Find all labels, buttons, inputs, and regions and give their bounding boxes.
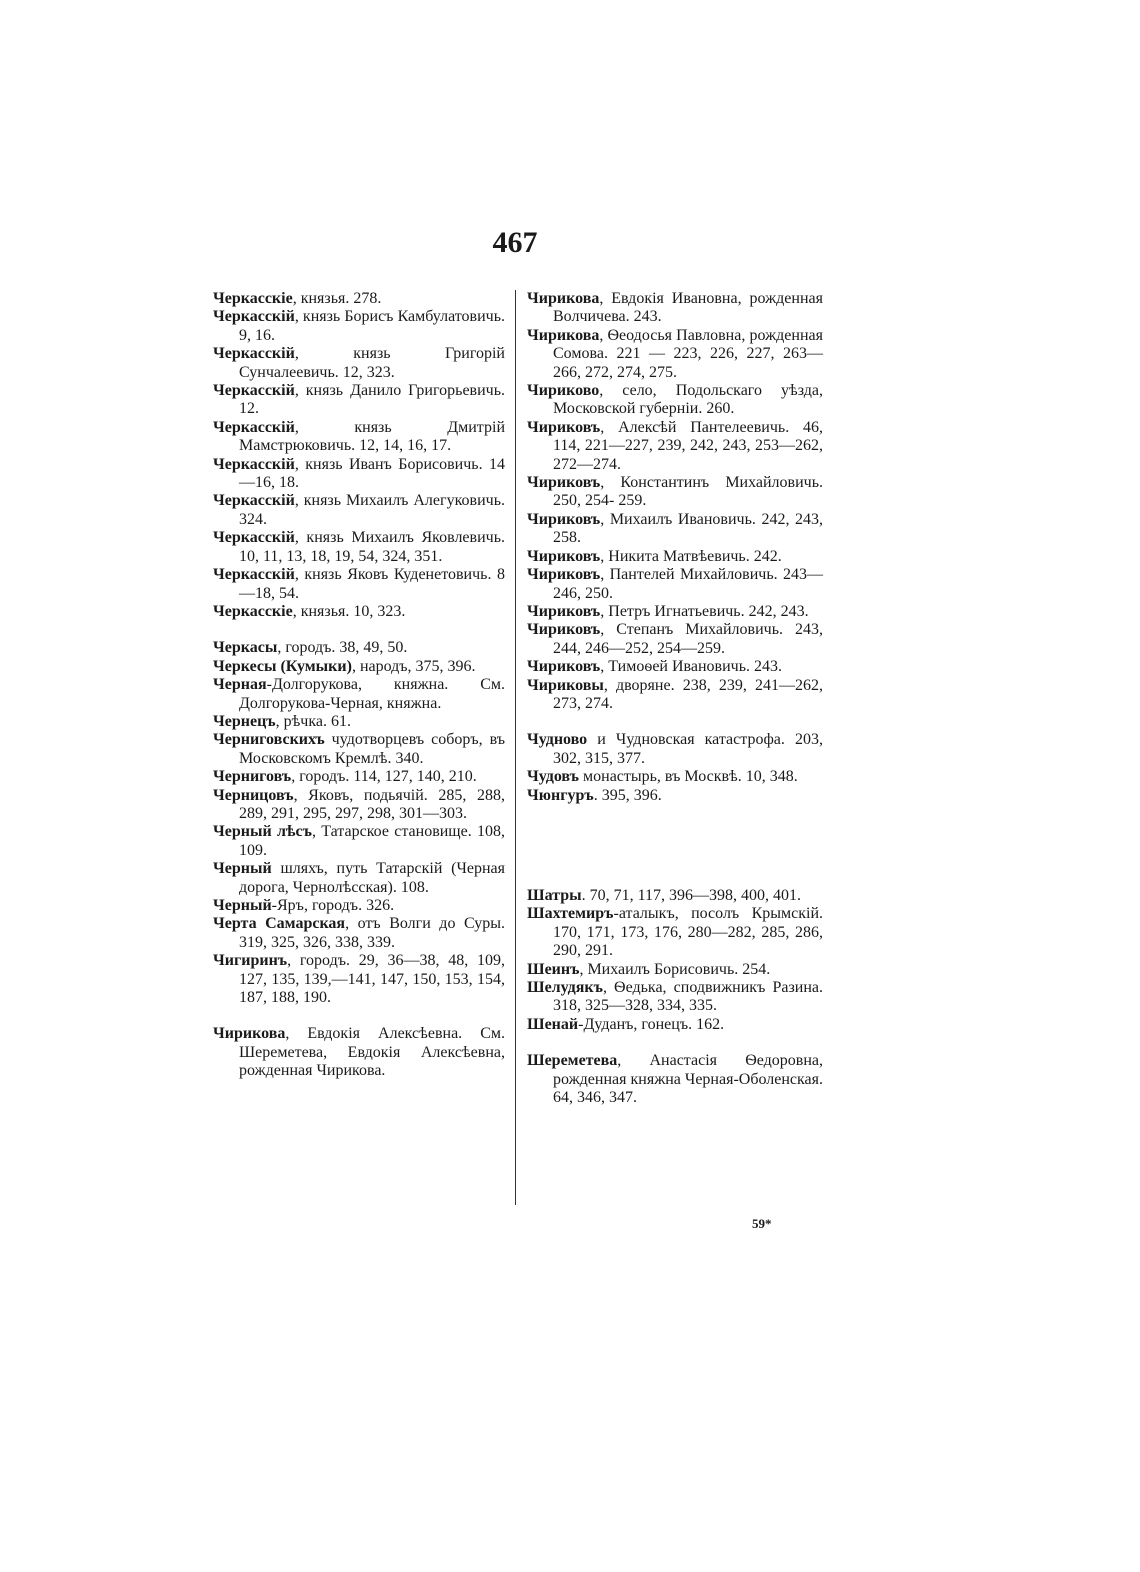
entry-headword: Черкасскій bbox=[213, 529, 295, 547]
entry-details: , городъ. 114, 127, 140, 210. bbox=[291, 768, 477, 786]
entry-headword: Чириковы bbox=[527, 676, 604, 694]
index-entry bbox=[213, 529, 505, 566]
entry-details: , Ѳеодосья Павловна, рожденная Сомова. 221 — 223, 226, 227, 263—266, 272, 274, 275. bbox=[553, 326, 823, 381]
entry-headword: Черкасы bbox=[213, 639, 278, 657]
index-entry bbox=[213, 860, 505, 897]
entry-headword: Чириковъ bbox=[527, 566, 601, 584]
entry-details: , Татарское становище. 108, 109. bbox=[239, 823, 506, 859]
index-entry bbox=[213, 566, 505, 603]
index-entry bbox=[527, 979, 823, 1016]
index-entry bbox=[527, 905, 823, 960]
entry-headword: Чириковъ bbox=[527, 418, 601, 436]
index-entry bbox=[213, 456, 505, 493]
entry-details: , князь Данило Григорьевичь. 12. bbox=[239, 382, 505, 418]
index-entry bbox=[527, 731, 823, 768]
index-entry bbox=[527, 621, 823, 658]
index-entry bbox=[527, 382, 823, 419]
entry-details: и Чудновская катастрофа. 203, 302, 315, 377. bbox=[553, 731, 823, 767]
index-entry bbox=[213, 1025, 505, 1080]
section-gap bbox=[527, 805, 823, 887]
entry-details: , Михаилъ Борисовичь. 254. bbox=[579, 960, 771, 978]
entry-details: , Тимоѳей Ивановичь. 243. bbox=[600, 658, 783, 676]
index-entry bbox=[527, 566, 823, 603]
index-entry bbox=[213, 823, 505, 860]
entry-details: , князь Дмитрій Мамстрюковичь. 12, 14, 16, 17. bbox=[239, 418, 505, 455]
entry-details: , князь Григорій Сунчалеевичь. 12, 323. bbox=[239, 345, 505, 381]
entry-details: , народъ, 375, 396. bbox=[351, 657, 476, 675]
entry-headword: Черный bbox=[213, 860, 272, 878]
entry-details: , село, Подольскаго уѣзда, Московской губерніи. 260. bbox=[553, 382, 823, 418]
index-entry bbox=[213, 492, 505, 529]
index-entry bbox=[527, 961, 823, 979]
index-entry bbox=[527, 768, 823, 786]
entry-headword: Чирикова bbox=[527, 326, 600, 344]
entry-headword: Черкасскій bbox=[213, 418, 295, 436]
entry-headword: Чигиринъ bbox=[213, 952, 288, 970]
entry-headword: Черная bbox=[213, 676, 267, 694]
index-entry bbox=[527, 327, 823, 382]
column-divider bbox=[515, 290, 516, 1205]
index-entry bbox=[527, 511, 823, 548]
entry-headword: Чириковъ bbox=[527, 621, 601, 639]
entry-details: , Никита Матвѣевичь. 242. bbox=[600, 547, 782, 565]
index-entry bbox=[527, 677, 823, 714]
entry-headword: Черкасскій bbox=[213, 566, 295, 584]
entry-details: , князь Михаилъ Яковлевичь. 10, 11, 13, 18, 19, 54, 324, 351. bbox=[239, 529, 505, 565]
entry-headword: Шенай bbox=[527, 1015, 579, 1033]
entry-headword: Чернецъ bbox=[213, 712, 276, 730]
entry-headword: Черниговскихъ bbox=[213, 731, 325, 749]
entry-details: -Яръ, городъ. 326. bbox=[271, 897, 395, 914]
entry-details: , городъ. 29, 36—38, 48, 109, 127, 135, 139,—141, 147, 150, 153, 154, 187, 188, 190. bbox=[239, 952, 505, 1007]
entry-headword: Чирикова bbox=[527, 290, 600, 307]
entry-details: , Евдокія Алексѣевна. См. Шереметева, Евдокія Алексѣевна, рожденная Чирикова. bbox=[239, 1025, 505, 1080]
entry-headword: Черкасскіе bbox=[213, 290, 293, 307]
entry-details: , Алексѣй Пантелеевичь. 46, 114, 221—227, 239, 242, 243, 253—262, 272—274. bbox=[553, 418, 823, 473]
entry-headword: Черкасскій bbox=[213, 308, 295, 326]
entry-headword: Черкасскій bbox=[213, 455, 295, 473]
entry-headword: Чюнгуръ bbox=[527, 786, 594, 804]
entry-details: чудотворцевъ соборъ, въ Московскомъ Кремлѣ. 340. bbox=[239, 731, 505, 767]
entry-headword: Черный лѣсъ bbox=[213, 823, 312, 841]
entry-headword: Черкасскій bbox=[213, 492, 295, 510]
entry-details: , князь Яковъ Куденетовичь. 8—18, 54. bbox=[239, 566, 505, 602]
index-entry bbox=[213, 676, 505, 713]
index-entry bbox=[213, 345, 505, 382]
index-entry bbox=[527, 474, 823, 511]
index-entry bbox=[527, 290, 823, 327]
entry-details: , Михаилъ Ивановичь. 242, 243, 258. bbox=[553, 510, 823, 547]
index-entry bbox=[213, 290, 505, 308]
entry-details: , Евдокія Ивановна, рожденная Волчичева. 243. bbox=[553, 290, 823, 326]
index-entry bbox=[527, 787, 823, 805]
entry-headword: Чудново bbox=[527, 731, 588, 749]
entry-headword: Черкасскіе bbox=[213, 602, 293, 620]
index-entry bbox=[213, 731, 505, 768]
entry-headword: Черниговъ bbox=[213, 768, 292, 786]
entry-headword: Чириковъ bbox=[527, 510, 601, 528]
index-entry bbox=[213, 658, 505, 676]
entry-headword: Чудовъ bbox=[527, 768, 579, 786]
entry-headword: Шеинъ bbox=[527, 960, 580, 978]
section-gap bbox=[213, 621, 505, 639]
entry-details: , Анастасія Ѳедоровна, рожденная княжна Черная-Оболенская. 64, 346, 347. bbox=[553, 1052, 823, 1107]
index-entry bbox=[527, 1016, 823, 1034]
section-gap bbox=[527, 713, 823, 731]
index-entry bbox=[213, 787, 505, 824]
index-entry bbox=[213, 713, 505, 731]
entry-headword: Черницовъ bbox=[213, 786, 294, 804]
entry-details: , городъ. 38, 49, 50. bbox=[277, 639, 408, 657]
section-gap bbox=[527, 1034, 823, 1052]
entry-details: , князь Михаилъ Алегуковичь. 324. bbox=[239, 492, 505, 528]
entry-details: монастырь, въ Москвѣ. 10, 348. bbox=[579, 768, 798, 786]
entry-headword: Чирикова bbox=[213, 1025, 286, 1043]
entry-headword: Шелудякъ bbox=[527, 979, 603, 996]
entry-headword: Чириковъ bbox=[527, 602, 601, 620]
entry-details: , отъ Волги до Суры. 319, 325, 326, 338, 339. bbox=[239, 915, 505, 951]
entry-details: , Степанъ Михайловичь. 243, 244, 246—252, 254—259. bbox=[553, 621, 823, 657]
entry-details: . 395, 396. bbox=[593, 786, 662, 804]
entry-headword: Шахтемиръ bbox=[527, 905, 614, 923]
index-entry bbox=[213, 419, 505, 456]
entry-details: , князья. 10, 323. bbox=[292, 602, 406, 620]
page-number: 467 bbox=[492, 226, 538, 259]
entry-details: , Петръ Игнатьевичь. 242, 243. bbox=[600, 602, 809, 620]
entry-details: , Константинъ Михайловичь. 250, 254- 259. bbox=[553, 474, 823, 510]
index-entry bbox=[213, 382, 505, 419]
index-column-left bbox=[213, 290, 505, 1081]
signature-mark: 59* bbox=[752, 1216, 772, 1231]
entry-details: , князь Иванъ Борисовичь. 14—16, 18. bbox=[239, 455, 505, 492]
entry-headword: Черный bbox=[213, 897, 272, 914]
index-entry bbox=[527, 548, 823, 566]
entry-details: , дворяне. 238, 239, 241—262, 273, 274. bbox=[553, 676, 823, 712]
index-entry bbox=[527, 1052, 823, 1107]
entry-headword: Чириковъ bbox=[527, 474, 601, 492]
entry-headword: Черкесы (Кумыки) bbox=[213, 657, 352, 675]
entry-headword: Черкасскій bbox=[213, 382, 295, 400]
entry-headword: Черкасскій bbox=[213, 345, 295, 363]
entry-details: -Долгорукова, княжна. См. Долгорукова-Черная, княжна. bbox=[239, 676, 505, 712]
entry-details: -Дуданъ, гонецъ. 162. bbox=[578, 1015, 725, 1033]
entry-details: , Яковъ, подьячій. 285, 288, 289, 291, 295, 297, 298, 301—303. bbox=[239, 786, 505, 822]
entry-details: , Пантелей Михайловичь. 243—246, 250. bbox=[553, 566, 823, 602]
index-entry bbox=[527, 887, 823, 905]
index-column-right bbox=[527, 290, 823, 1107]
entry-headword: Шереметева bbox=[527, 1052, 618, 1070]
index-entry bbox=[213, 915, 505, 952]
entry-details: , князь Борисъ Камбулатовичь. 9, 16. bbox=[239, 308, 505, 344]
entry-details: шляхъ, путь Татарскій (Черная дорога, Чернолѣсская). 108. bbox=[239, 860, 505, 896]
index-entry bbox=[213, 308, 505, 345]
index-entry bbox=[213, 603, 505, 621]
entry-details: , князья. 278. bbox=[292, 290, 382, 307]
entry-headword: Чириковъ bbox=[527, 658, 601, 676]
entry-details: , Ѳедька, сподвижникъ Разина. 318, 325—328, 334, 335. bbox=[553, 979, 823, 1015]
entry-details: , рѣчка. 61. bbox=[275, 712, 351, 730]
entry-headword: Чириковъ bbox=[527, 547, 601, 565]
entry-details: -аталыкъ, посолъ Крымскій. 170, 171, 173, 176, 280—282, 285, 286, 290, 291. bbox=[553, 905, 823, 960]
section-gap bbox=[213, 1007, 505, 1025]
index-entry bbox=[213, 768, 505, 786]
entry-headword: Шатры bbox=[527, 886, 582, 904]
entry-headword: Чириково bbox=[527, 382, 600, 400]
entry-headword: Черта Самарская bbox=[213, 915, 346, 933]
index-entry bbox=[527, 419, 823, 474]
index-entry bbox=[213, 897, 505, 915]
index-entry bbox=[213, 639, 505, 657]
index-entry bbox=[213, 952, 505, 1007]
index-entry bbox=[527, 603, 823, 621]
index-entry bbox=[527, 658, 823, 676]
entry-details: . 70, 71, 117, 396—398, 400, 401. bbox=[581, 886, 802, 904]
